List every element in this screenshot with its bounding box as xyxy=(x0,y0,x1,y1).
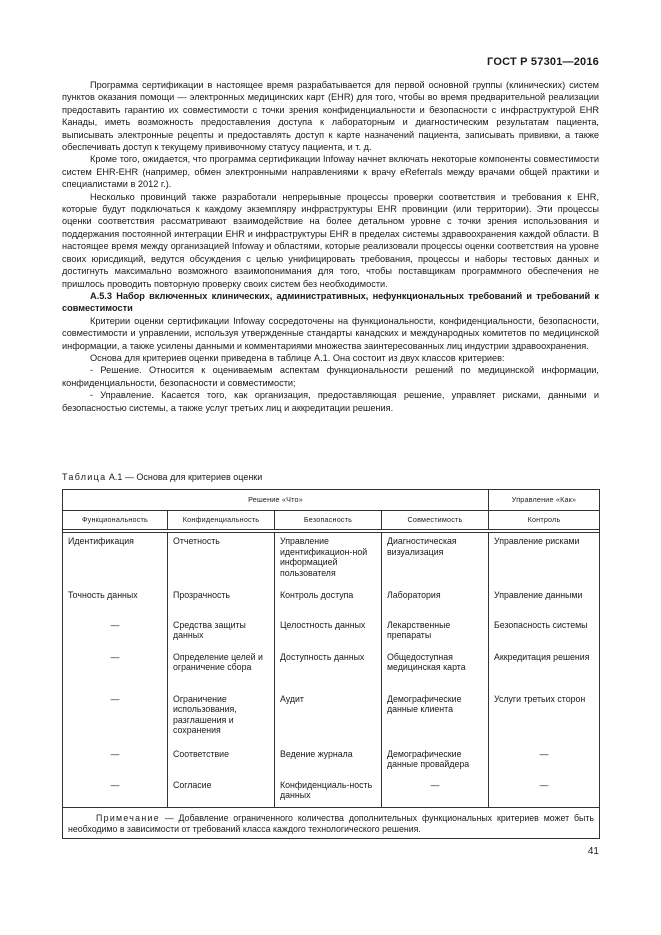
table-cell: Доступность данных xyxy=(275,649,382,691)
table-cell: Ограничение использования, разглашения и сохранения xyxy=(168,691,275,746)
table-row xyxy=(63,533,600,587)
table-cell: Целостность данных xyxy=(275,617,382,649)
table-cell: Демографические данные клиента xyxy=(382,691,489,746)
table-cell: — xyxy=(63,746,168,777)
paragraph-provinces: Несколько провинций также разработали непрерывные процессы проверки соответствия и требования к EHR, которые будут подключаться к каждому экземпляру инфраструктуры EHR провинции (или территории). Эти процессы оценки соответствия рассматривают взаимодействие на более детальном уровне с точки зрения использования и поддержания постоянной интеграции EHR и инфраструктуры EHR в пределах системы здравоохранения каждой области. В настоящее время между организацией Infoway и областями, которые реализовали процессы оценки соответствия на уровне своих юрисдикций, ведутся обсуждения с целью унифицировать требования, процессы и наборы тестовых данных и достигнуть максимально возможного взаимопонимания для того, чтобы поставщикам программного обеспечения не пришлось проводить повторную проверку своих систем без необходимости. xyxy=(62,191,599,289)
table-cell: Аккредитация решения xyxy=(489,649,600,691)
body-text xyxy=(62,79,599,414)
table-cell: Диагностическая визуализация xyxy=(382,533,489,587)
table-cell: Средства защиты данных xyxy=(168,617,275,649)
table-cell: Прозрачность xyxy=(168,587,275,617)
list-item-management: - Управление. Касается того, как организация, предоставляющая решение, управляет рисками, данными и безопасностью системы, а также услуг третьих лиц и аккредитации решения. xyxy=(62,390,599,413)
note-label: Примечание xyxy=(96,813,160,823)
document-code: ГОСТ Р 57301—2016 xyxy=(487,56,599,68)
table-row xyxy=(63,649,600,691)
table-cell: Идентификация xyxy=(63,533,168,587)
paragraph-table-intro: Основа для критериев оценки приведена в таблице А.1. Она состоит из двух классов критериев: xyxy=(90,352,505,363)
table-row xyxy=(63,746,600,777)
table-cell: Конфиденциаль-ность данных xyxy=(275,777,382,808)
note-text: — Добавление ограниченного количества дополнительных функциональных критериев может быть необходимо в зависимости от требований класса каждого технологического решения. xyxy=(68,813,594,834)
table-cell: Аудит xyxy=(275,691,382,746)
table-cell: Управление рисками xyxy=(489,533,600,587)
table-note xyxy=(63,808,600,839)
table-cell: Общедоступная медицинская карта xyxy=(382,649,489,691)
table-cell: Лаборатория xyxy=(382,587,489,617)
table-caption-title: А.1 — Основа для критериев оценки xyxy=(106,472,263,482)
section-heading-a53: А.5.3 Набор включенных клинических, административных, нефункциональных требований и требований к совместимости xyxy=(62,290,599,314)
criteria-table xyxy=(62,489,600,839)
table-cell: Управление идентификацион-ной информацией пользователя xyxy=(275,533,382,587)
table-row xyxy=(63,777,600,808)
table-cell: Определение целей и ограничение сбора xyxy=(168,649,275,691)
table-cell: — xyxy=(63,617,168,649)
table-caption xyxy=(62,472,262,482)
table-cell: Отчетность xyxy=(168,533,275,587)
table-cell: Согласие xyxy=(168,777,275,808)
table-cell: — xyxy=(63,649,168,691)
paragraph-certification-program: Программа сертификации в настоящее время разрабатывается для первой основной группы (клинических) систем пунктов оказания помощи — электронных медицинских карт (EHR) для того, чтобы во время предварительной реализации предоставить гарантию их совместимости с точки зрения конфиденциальности и безопасности с инфраструктурой EHR Канады, иметь возможность предоставления доступа к лабораторным и диагностическим результатам пациента, выписывать электронные рецепты и предоставлять доступ к карте назначений пациента, записывать прививки, а также обеспечивать доступ к текущему прививочному статусу пациента, и т. д. xyxy=(62,80,599,153)
table-cell: Управление данными xyxy=(489,587,600,617)
table-row xyxy=(63,691,600,746)
table-cell: Лекарственные препараты xyxy=(382,617,489,649)
table-caption-label: Таблица xyxy=(62,472,107,482)
paragraph-infoway-ehr: Кроме того, ожидается, что программа сертификации Infoway начнет включать некоторые компоненты совместимости систем EHR-EHR (например, обмен электронными направлениями к врачу eReferrals между врачами общей практики и специалистами в 2012 г.). xyxy=(62,154,599,190)
column-header-control: Контроль xyxy=(489,511,600,530)
table-cell: — xyxy=(63,691,168,746)
table-cell: — xyxy=(489,777,600,808)
page-number: 41 xyxy=(587,846,599,857)
table-row xyxy=(63,587,600,617)
list-item-solution: - Решение. Относится к оцениваемым аспектам функциональности решений по медицинской информации, конфиденциальности, безопасности и совместимости; xyxy=(62,365,599,388)
group-header-solution: Решение «Что» xyxy=(63,490,489,511)
column-header-functionality: Функциональность xyxy=(63,511,168,530)
table-cell: Демографические данные провайдера xyxy=(382,746,489,777)
group-header-management: Управление «Как» xyxy=(489,490,600,511)
table-cell: Услуги третьих сторон xyxy=(489,691,600,746)
table-cell: Соответствие xyxy=(168,746,275,777)
table-cell: — xyxy=(63,777,168,808)
table-cell: — xyxy=(382,777,489,808)
table-cell: Ведение журнала xyxy=(275,746,382,777)
column-header-security: Безопасность xyxy=(275,511,382,530)
table-cell: — xyxy=(489,746,600,777)
table-row xyxy=(63,617,600,649)
table-cell: Безопасность системы xyxy=(489,617,600,649)
column-header-confidentiality: Конфиденциальность xyxy=(168,511,275,530)
table-cell: Точность данных xyxy=(63,587,168,617)
paragraph-criteria: Критерии оценки сертификации Infoway сосредоточены на функциональности, конфиденциальности, безопасности, совместимости и управлении, используя утвержденные стандарты канадских и международных комитетов по медицинской информации, а также усилены данными и комментариями множества заинтересованных лиц индустрии здравоохранения. xyxy=(62,315,599,351)
column-header-compatibility: Совместимость xyxy=(382,511,489,530)
table-cell: Контроль доступа xyxy=(275,587,382,617)
